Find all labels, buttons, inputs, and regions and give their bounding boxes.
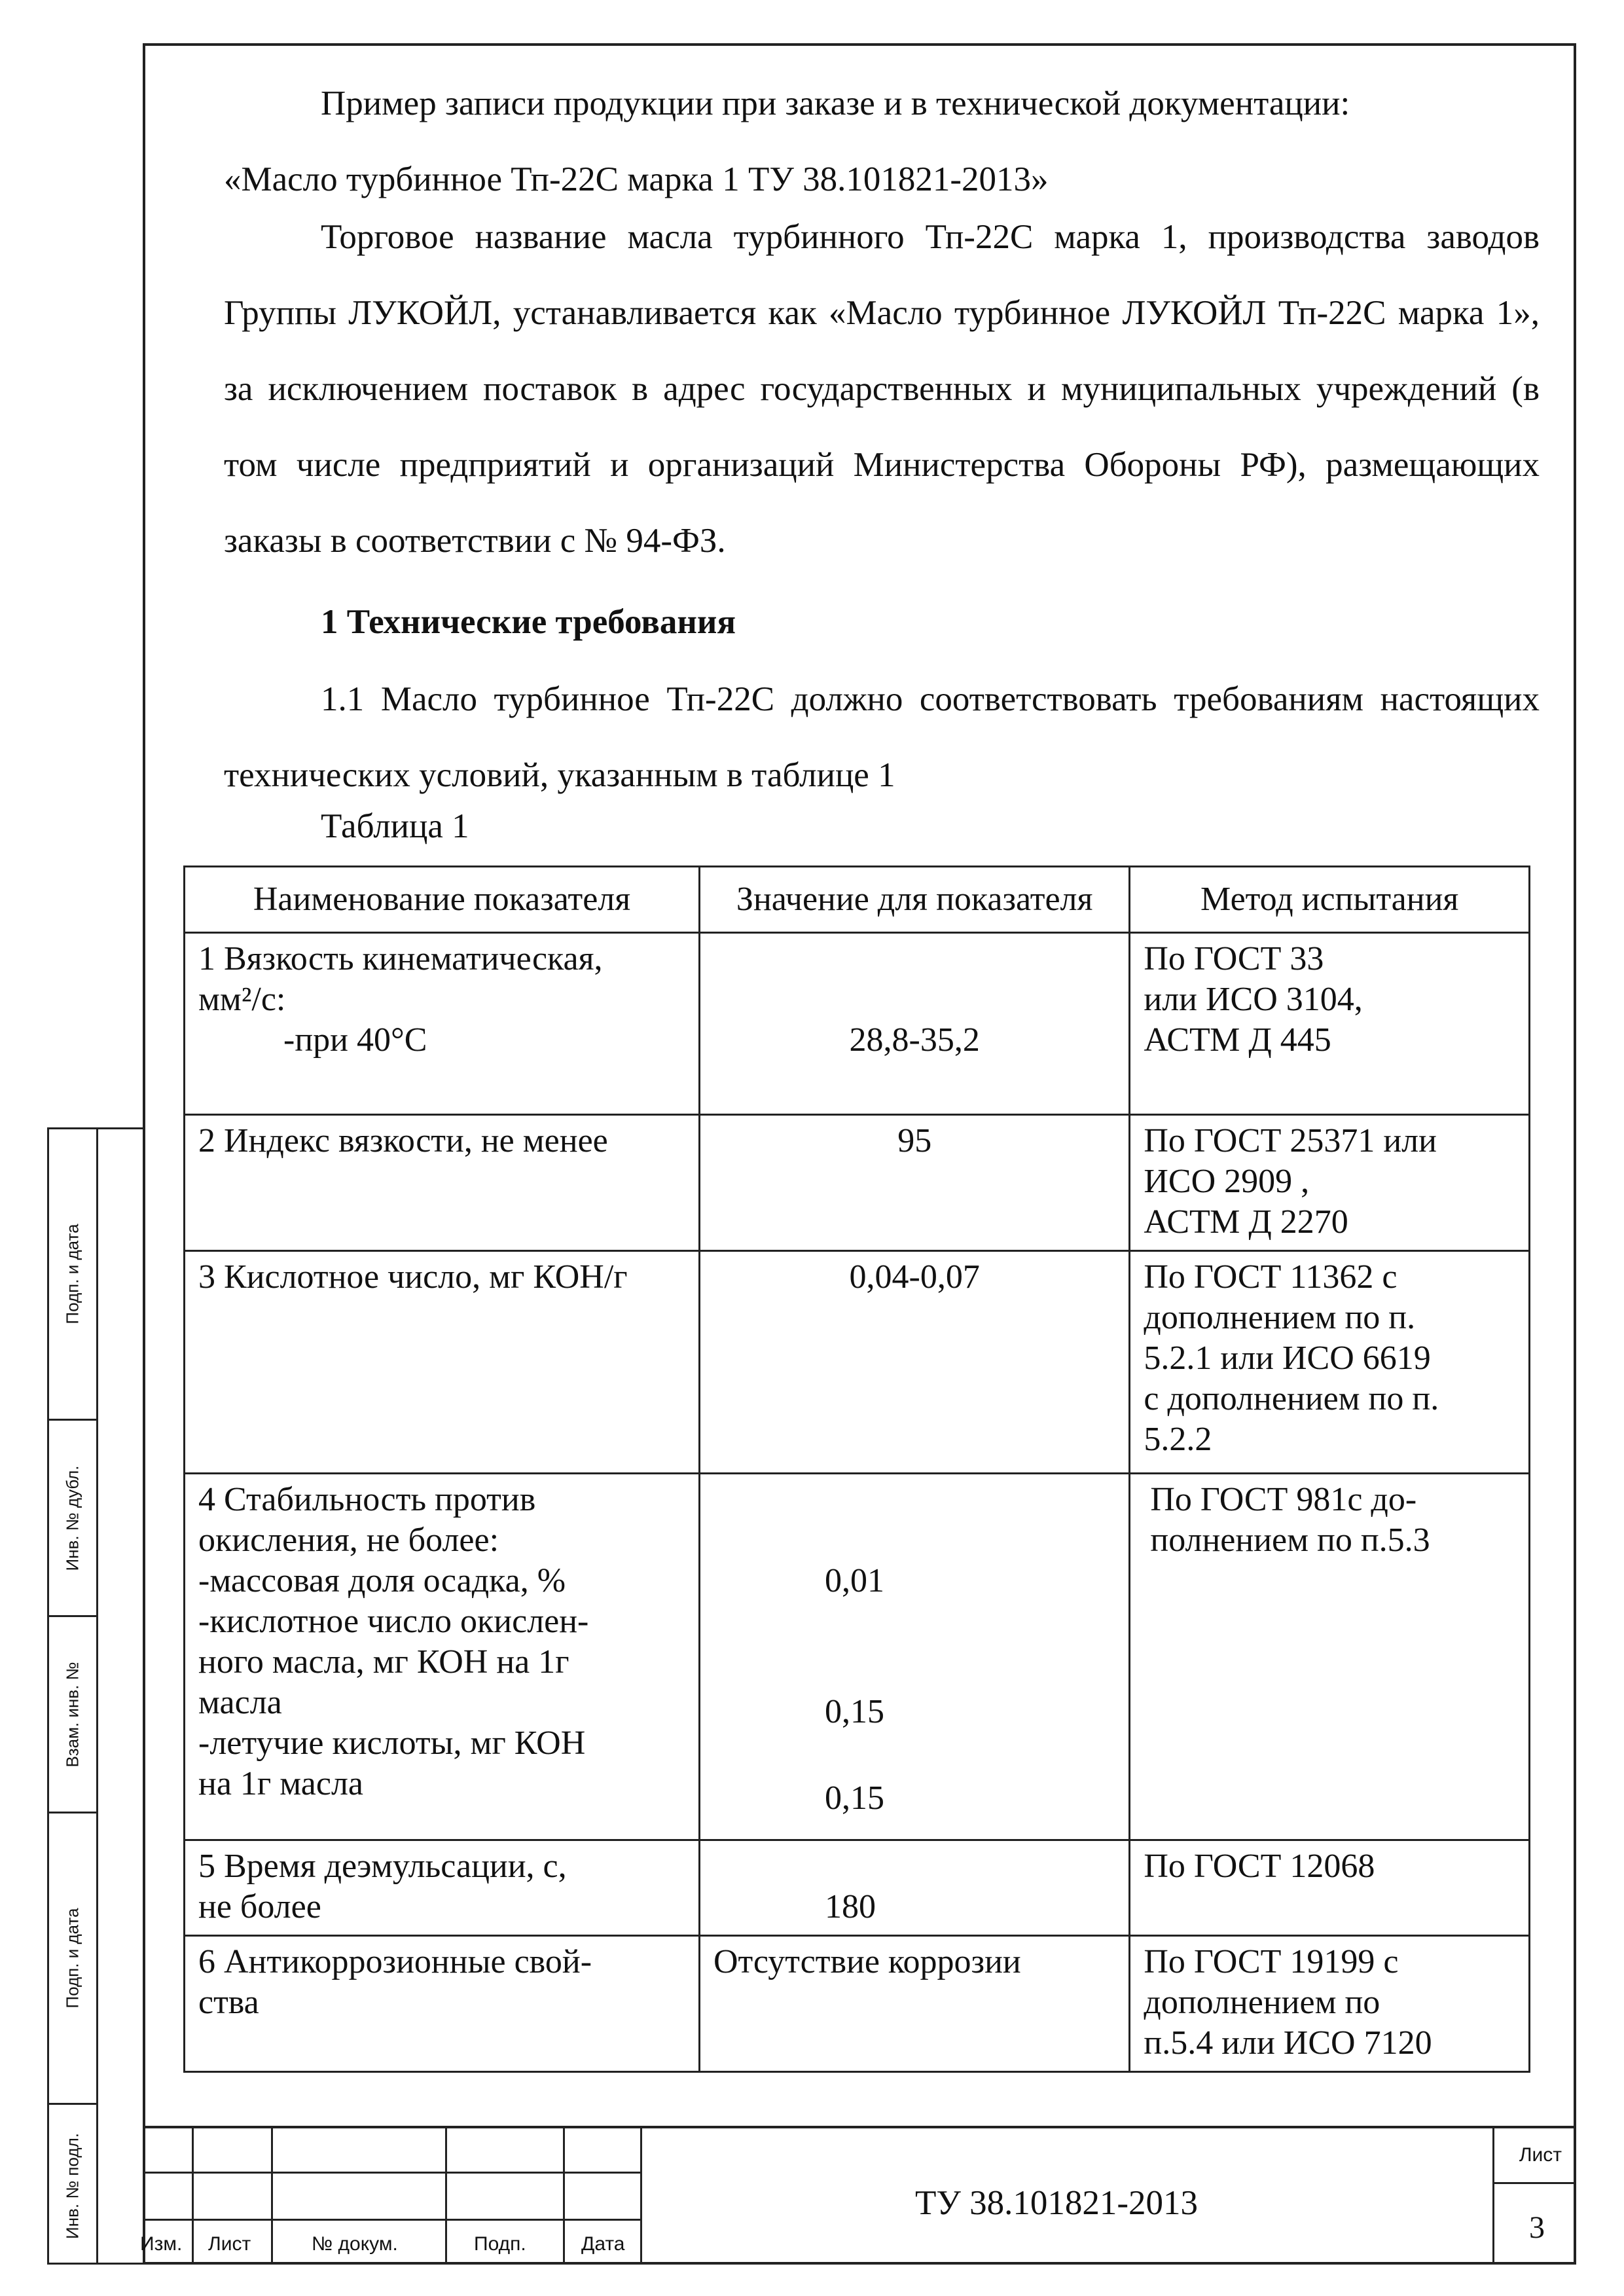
row-method-line: дополнением по п. <box>1144 1299 1416 1336</box>
table-row <box>185 1840 1530 1936</box>
sheet-label: Лист <box>1519 2144 1562 2166</box>
row-method <box>1130 1840 1530 1936</box>
side-label: Инв. № подл. <box>62 2132 82 2239</box>
side-stamp <box>47 1127 143 2265</box>
row-method-line: По ГОСТ 11362 с <box>1144 1258 1398 1296</box>
side-cell <box>49 2105 96 2267</box>
row-value-text: 28,8-35,2 <box>849 1021 980 1059</box>
row-method-line: По ГОСТ 12068 <box>1144 1848 1375 1885</box>
row-method-line: 5.2.2 <box>1144 1421 1212 1458</box>
row-method-line: По ГОСТ 33 <box>1144 940 1324 977</box>
document-code: ТУ 38.101821-2013 <box>915 2184 1199 2222</box>
example-paragraph <box>224 65 1540 217</box>
row-name <box>185 1115 700 1251</box>
table-header-row <box>185 867 1530 933</box>
table-row <box>185 1115 1530 1251</box>
row-name <box>185 1936 700 2072</box>
row-name-line: не более <box>198 1888 321 1925</box>
row-method <box>1130 1251 1530 1474</box>
example-line-2: «Масло турбинное Тп-22С марка 1 ТУ 38.101821-2013» <box>224 160 1049 198</box>
side-label: Инв. № дубл. <box>62 1465 82 1571</box>
col-label-sheet: Лист <box>208 2233 251 2255</box>
header-value: Значение для показателя <box>700 867 1130 933</box>
tb-line <box>1492 2182 1576 2184</box>
col-label-change: Изм. <box>140 2233 183 2255</box>
row-name <box>185 1474 700 1840</box>
row-name-line: 6 Антикоррозионные свой- <box>198 1943 592 1980</box>
row-name-line: -летучие кислоты, мг КОН <box>198 1724 586 1762</box>
row-value-text: 0,15 <box>825 1779 884 1817</box>
row-value-text: Отсутствие коррозии <box>713 1943 1021 1980</box>
row-method-line: с дополнением по п. <box>1144 1380 1439 1417</box>
row-method <box>1130 933 1530 1115</box>
row-name <box>185 1840 700 1936</box>
row-name-line: мм²/с: <box>198 981 286 1018</box>
row-name-line: -кислотное число окислен- <box>198 1603 589 1640</box>
row-name <box>185 933 700 1115</box>
side-cell <box>49 1129 96 1421</box>
title-block <box>140 2126 1576 2265</box>
side-cell <box>49 1813 96 2105</box>
tb-line <box>1492 2128 1494 2265</box>
table-row <box>185 1251 1530 1474</box>
side-label: Взам. инв. № <box>62 1661 82 1768</box>
trade-name-paragraph: Торговое название масла турбинного Тп-22С марка 1, производства заводов Группы ЛУКОЙЛ, устанавливается как «Масло турбинное ЛУКОЙЛ Тп-22С марка 1», за исключением поставок в адрес государственных и муниципальных учреждений (в том числе предприятий и организаций Министерства Обороны РФ), размещающих заказы в соответствии с № 94-ФЗ. <box>224 218 1540 560</box>
row-method <box>1130 1115 1530 1251</box>
section-heading: 1 Технические требования <box>321 603 736 641</box>
example-line-1: Пример записи продукции при заказе и в технической документации: <box>321 84 1350 122</box>
row-method-line: или ИСО 3104, <box>1144 981 1363 1018</box>
row-name-line: 2 Индекс вязкости, не менее <box>198 1122 608 1159</box>
tb-line <box>143 2219 640 2221</box>
spec-table <box>183 866 1530 2073</box>
row-value <box>700 1936 1130 2072</box>
table-caption: Таблица 1 <box>321 807 469 845</box>
header-name: Наименование показателя <box>185 867 700 933</box>
sheet-number: 3 <box>1529 2210 1545 2245</box>
row-method <box>1130 1936 1530 2072</box>
tb-line <box>143 2172 640 2174</box>
row-method-line: 5.2.1 или ИСО 6619 <box>1144 1339 1431 1377</box>
tb-line <box>563 2128 565 2265</box>
row-value-text: 0,04-0,07 <box>849 1258 980 1296</box>
row-name <box>185 1251 700 1474</box>
col-label-signature: Подп. <box>474 2233 526 2255</box>
row-name-line: 1 Вязкость кинематическая, <box>198 940 603 977</box>
row-value-text: 0,15 <box>825 1693 884 1730</box>
row-value-text: 180 <box>825 1888 876 1925</box>
row-method-line: По ГОСТ 981с до- <box>1150 1481 1417 1518</box>
tb-line <box>445 2128 447 2265</box>
tb-line <box>271 2128 273 2265</box>
row-value-text: 0,01 <box>825 1562 884 1599</box>
row-value <box>700 1840 1130 1936</box>
row-name-line: ства <box>198 1984 259 2021</box>
side-divider <box>96 1129 98 2263</box>
col-label-date: Дата <box>581 2233 625 2255</box>
row-name-line: -при 40°С <box>283 1021 427 1059</box>
row-name-line: 4 Стабильность против <box>198 1481 536 1518</box>
row-name-line: ного масла, мг КОН на 1г <box>198 1643 569 1681</box>
row-value <box>700 1474 1130 1840</box>
col-label-doc-no: № докум. <box>312 2233 398 2255</box>
header-method: Метод испытания <box>1130 867 1530 933</box>
row-name-line: 3 Кислотное число, мг КОН/г <box>198 1258 628 1296</box>
side-label: Подп. и дата <box>62 1224 82 1324</box>
row-method-line: АСТМ Д 2270 <box>1144 1203 1348 1241</box>
tb-line <box>192 2128 194 2265</box>
row-value <box>700 1251 1130 1474</box>
row-method <box>1130 1474 1530 1840</box>
row-method-line: По ГОСТ 19199 с <box>1144 1943 1399 1980</box>
row-name-line: окисления, не более: <box>198 1522 499 1559</box>
row-method-line: По ГОСТ 25371 или <box>1144 1122 1437 1159</box>
row-method-line: п.5.4 или ИСО 7120 <box>1144 2024 1432 2062</box>
side-label: Подп. и дата <box>62 1908 82 2009</box>
row-value <box>700 1115 1130 1251</box>
table-row <box>185 933 1530 1115</box>
row-name-line: 5 Время деэмульсации, с, <box>198 1848 567 1885</box>
table-row <box>185 1474 1530 1840</box>
side-cell <box>49 1421 96 1617</box>
row-value <box>700 933 1130 1115</box>
row-method-line: дополнением по <box>1144 1984 1380 2021</box>
tb-line <box>640 2128 642 2265</box>
row-name-line: -массовая доля осадка, % <box>198 1562 566 1599</box>
row-method-line: ИСО 2909 , <box>1144 1163 1310 1200</box>
row-value-text: 95 <box>897 1122 932 1159</box>
clause-paragraph: 1.1 Масло турбинное Тп-22С должно соответствовать требованиям настоящих технических условий, указанным в таблице 1 <box>224 680 1540 794</box>
row-method-line: АСТМ Д 445 <box>1144 1021 1331 1059</box>
row-name-line: на 1г масла <box>198 1765 363 1802</box>
table-row <box>185 1936 1530 2072</box>
side-cell <box>49 1617 96 1813</box>
row-method-line: полнением по п.5.3 <box>1150 1522 1430 1559</box>
row-name-line: масла <box>198 1684 282 1721</box>
